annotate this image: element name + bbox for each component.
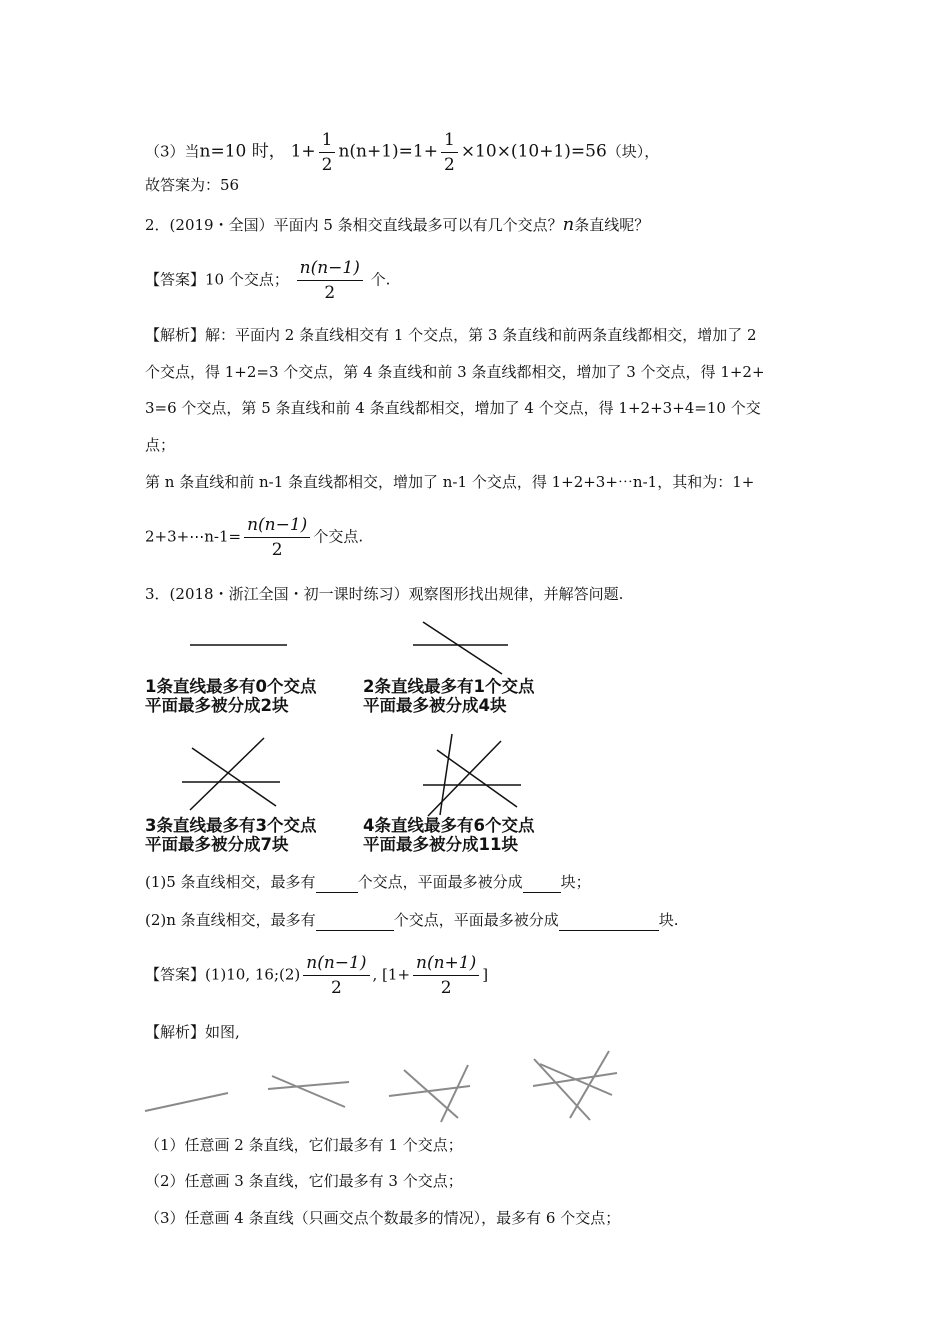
- frac-num: n(n+1): [413, 953, 479, 976]
- frac-num: n(n−1): [297, 258, 363, 281]
- fig4-line-c: [440, 734, 452, 815]
- g2-line-a: [268, 1082, 349, 1089]
- q2-analysis-l5: 第 n 条直线和前 n-1 条直线都相交，增加了 n-1 个交点，得 1+2+3+⋯n-1，其和为：1+: [145, 473, 755, 491]
- q3-step-1: （1）任意画 2 条直线，它们最多有 1 个交点；: [145, 1136, 463, 1154]
- sub1-c: 块；: [560, 873, 591, 891]
- q3-sub1: [145, 872, 591, 893]
- caption-line-b: 平面最多被分成11块: [363, 835, 518, 854]
- caption-line-a: 3条直线最多有3个交点: [145, 816, 317, 835]
- sub2-c: 块.: [658, 911, 679, 929]
- fig3-line-b: [190, 738, 264, 810]
- caption-line-a: 2条直线最多有1个交点: [363, 677, 535, 696]
- q3-formula-1: [303, 953, 369, 998]
- sub1-b: 个交点，平面最多被分成: [357, 873, 523, 891]
- frac-den: 2: [321, 155, 333, 175]
- q2-l6-post: 个交点.: [313, 527, 364, 546]
- fig3-caption: [145, 816, 316, 854]
- q3-answer-mid: , [1+: [372, 965, 411, 984]
- frac-num: n(n−1): [244, 515, 310, 538]
- g3-line-c: [441, 1065, 468, 1122]
- q3-answer: [145, 953, 488, 998]
- q2-analysis-l3: 3=6 个交点，第 5 条直线和前 4 条直线都相交，增加了 4 个交点，得 1+2+3+4=10 个交: [145, 399, 761, 417]
- frac-den: 2: [324, 283, 336, 303]
- q3-answer-end: ]: [482, 965, 489, 984]
- frac-den: 2: [443, 155, 455, 175]
- caption-line-b: 平面最多被分成7块: [145, 835, 289, 854]
- sub2-blank-2[interactable]: [559, 910, 659, 931]
- q2-analysis-l1: 【解析】解：平面内 2 条直线相交有 1 个交点，第 3 条直线和前两条直线都相交，增加了 2: [145, 326, 757, 344]
- fig1-caption: [145, 677, 316, 715]
- answer-label: 【答案】: [145, 965, 206, 984]
- q1-expr-b: n(n+1)=1+: [338, 141, 438, 162]
- fig2-line-diag: [423, 622, 502, 674]
- frac-num: n(n−1): [303, 953, 369, 976]
- q1-part3-prefix: （3）当: [145, 142, 200, 161]
- g2-line-b: [272, 1076, 345, 1107]
- q3-analysis-label: 【解析】如图,: [145, 1023, 240, 1041]
- g4-line-d: [540, 1064, 612, 1095]
- sub2-b: 个交点，平面最多被分成: [393, 911, 559, 929]
- q3-question: 3．(2018・浙江全国・初一课时练习）观察图形找出规律，并解答问题.: [145, 585, 624, 603]
- fig2-caption: [363, 677, 534, 715]
- answer-label: 【答案】: [145, 270, 206, 289]
- q2-question-text: 2．(2019・全国）平面内 5 条相交直线最多可以有几个交点？: [145, 216, 563, 234]
- q3-answer-text: (1)10, 16;(2): [205, 965, 301, 984]
- frac-den: 2: [271, 540, 283, 560]
- q3-step-2: （2）任意画 3 条直线，它们最多有 3 个交点；: [145, 1172, 463, 1190]
- q2-answer-text: 10 个交点；: [205, 270, 289, 289]
- sub1-blank-2[interactable]: [523, 872, 561, 893]
- q3-step-3: （3）任意画 4 条直线（只画交点个数最多的情况），最多有 6 个交点；: [145, 1209, 621, 1227]
- sub1-blank-1[interactable]: [316, 872, 358, 893]
- caption-line-a: 4条直线最多有6个交点: [363, 816, 535, 835]
- frac-num: 1: [441, 130, 458, 153]
- frac-num: 1: [319, 130, 336, 153]
- q1-part3-cond: n=10 时，: [199, 141, 286, 162]
- q3-sub2: [145, 910, 678, 931]
- fig3-line-a: [192, 748, 276, 806]
- q3-formula-2: [413, 953, 479, 998]
- q1-part3-suffix: （块），: [606, 142, 660, 161]
- q2-answer-unit: 个.: [370, 270, 391, 289]
- fig4-caption: [363, 816, 534, 854]
- frac-den: 2: [440, 978, 452, 998]
- caption-line-a: 1条直线最多有0个交点: [145, 677, 317, 696]
- q2-analysis-l2: 个交点，得 1+2=3 个交点，第 4 条直线和前 3 条直线都相交，增加了 3 个交点，得 1+2+: [145, 363, 765, 381]
- q1-expr-c: ×10×(10+1)=56: [460, 141, 607, 162]
- sub2-blank-1[interactable]: [316, 910, 394, 931]
- q2-question-var: n: [562, 214, 575, 235]
- q1-expr-a: 1+: [290, 141, 316, 162]
- q2-question-tail: 条直线呢？: [574, 216, 650, 234]
- frac-den: 2: [330, 978, 342, 998]
- g4-line-b: [534, 1059, 590, 1120]
- sub2-a: (2)n 条直线相交，最多有: [145, 911, 316, 929]
- q2-l6-pre: 2+3+⋯n-1=: [145, 527, 242, 546]
- q1-answer: 故答案为：56: [145, 176, 240, 194]
- caption-line-b: 平面最多被分成2块: [145, 696, 289, 715]
- caption-line-b: 平面最多被分成4块: [363, 696, 507, 715]
- g1-line: [145, 1093, 228, 1111]
- q2-analysis-l4: 点；: [145, 436, 176, 454]
- sub1-a: (1)5 条直线相交，最多有: [145, 873, 316, 891]
